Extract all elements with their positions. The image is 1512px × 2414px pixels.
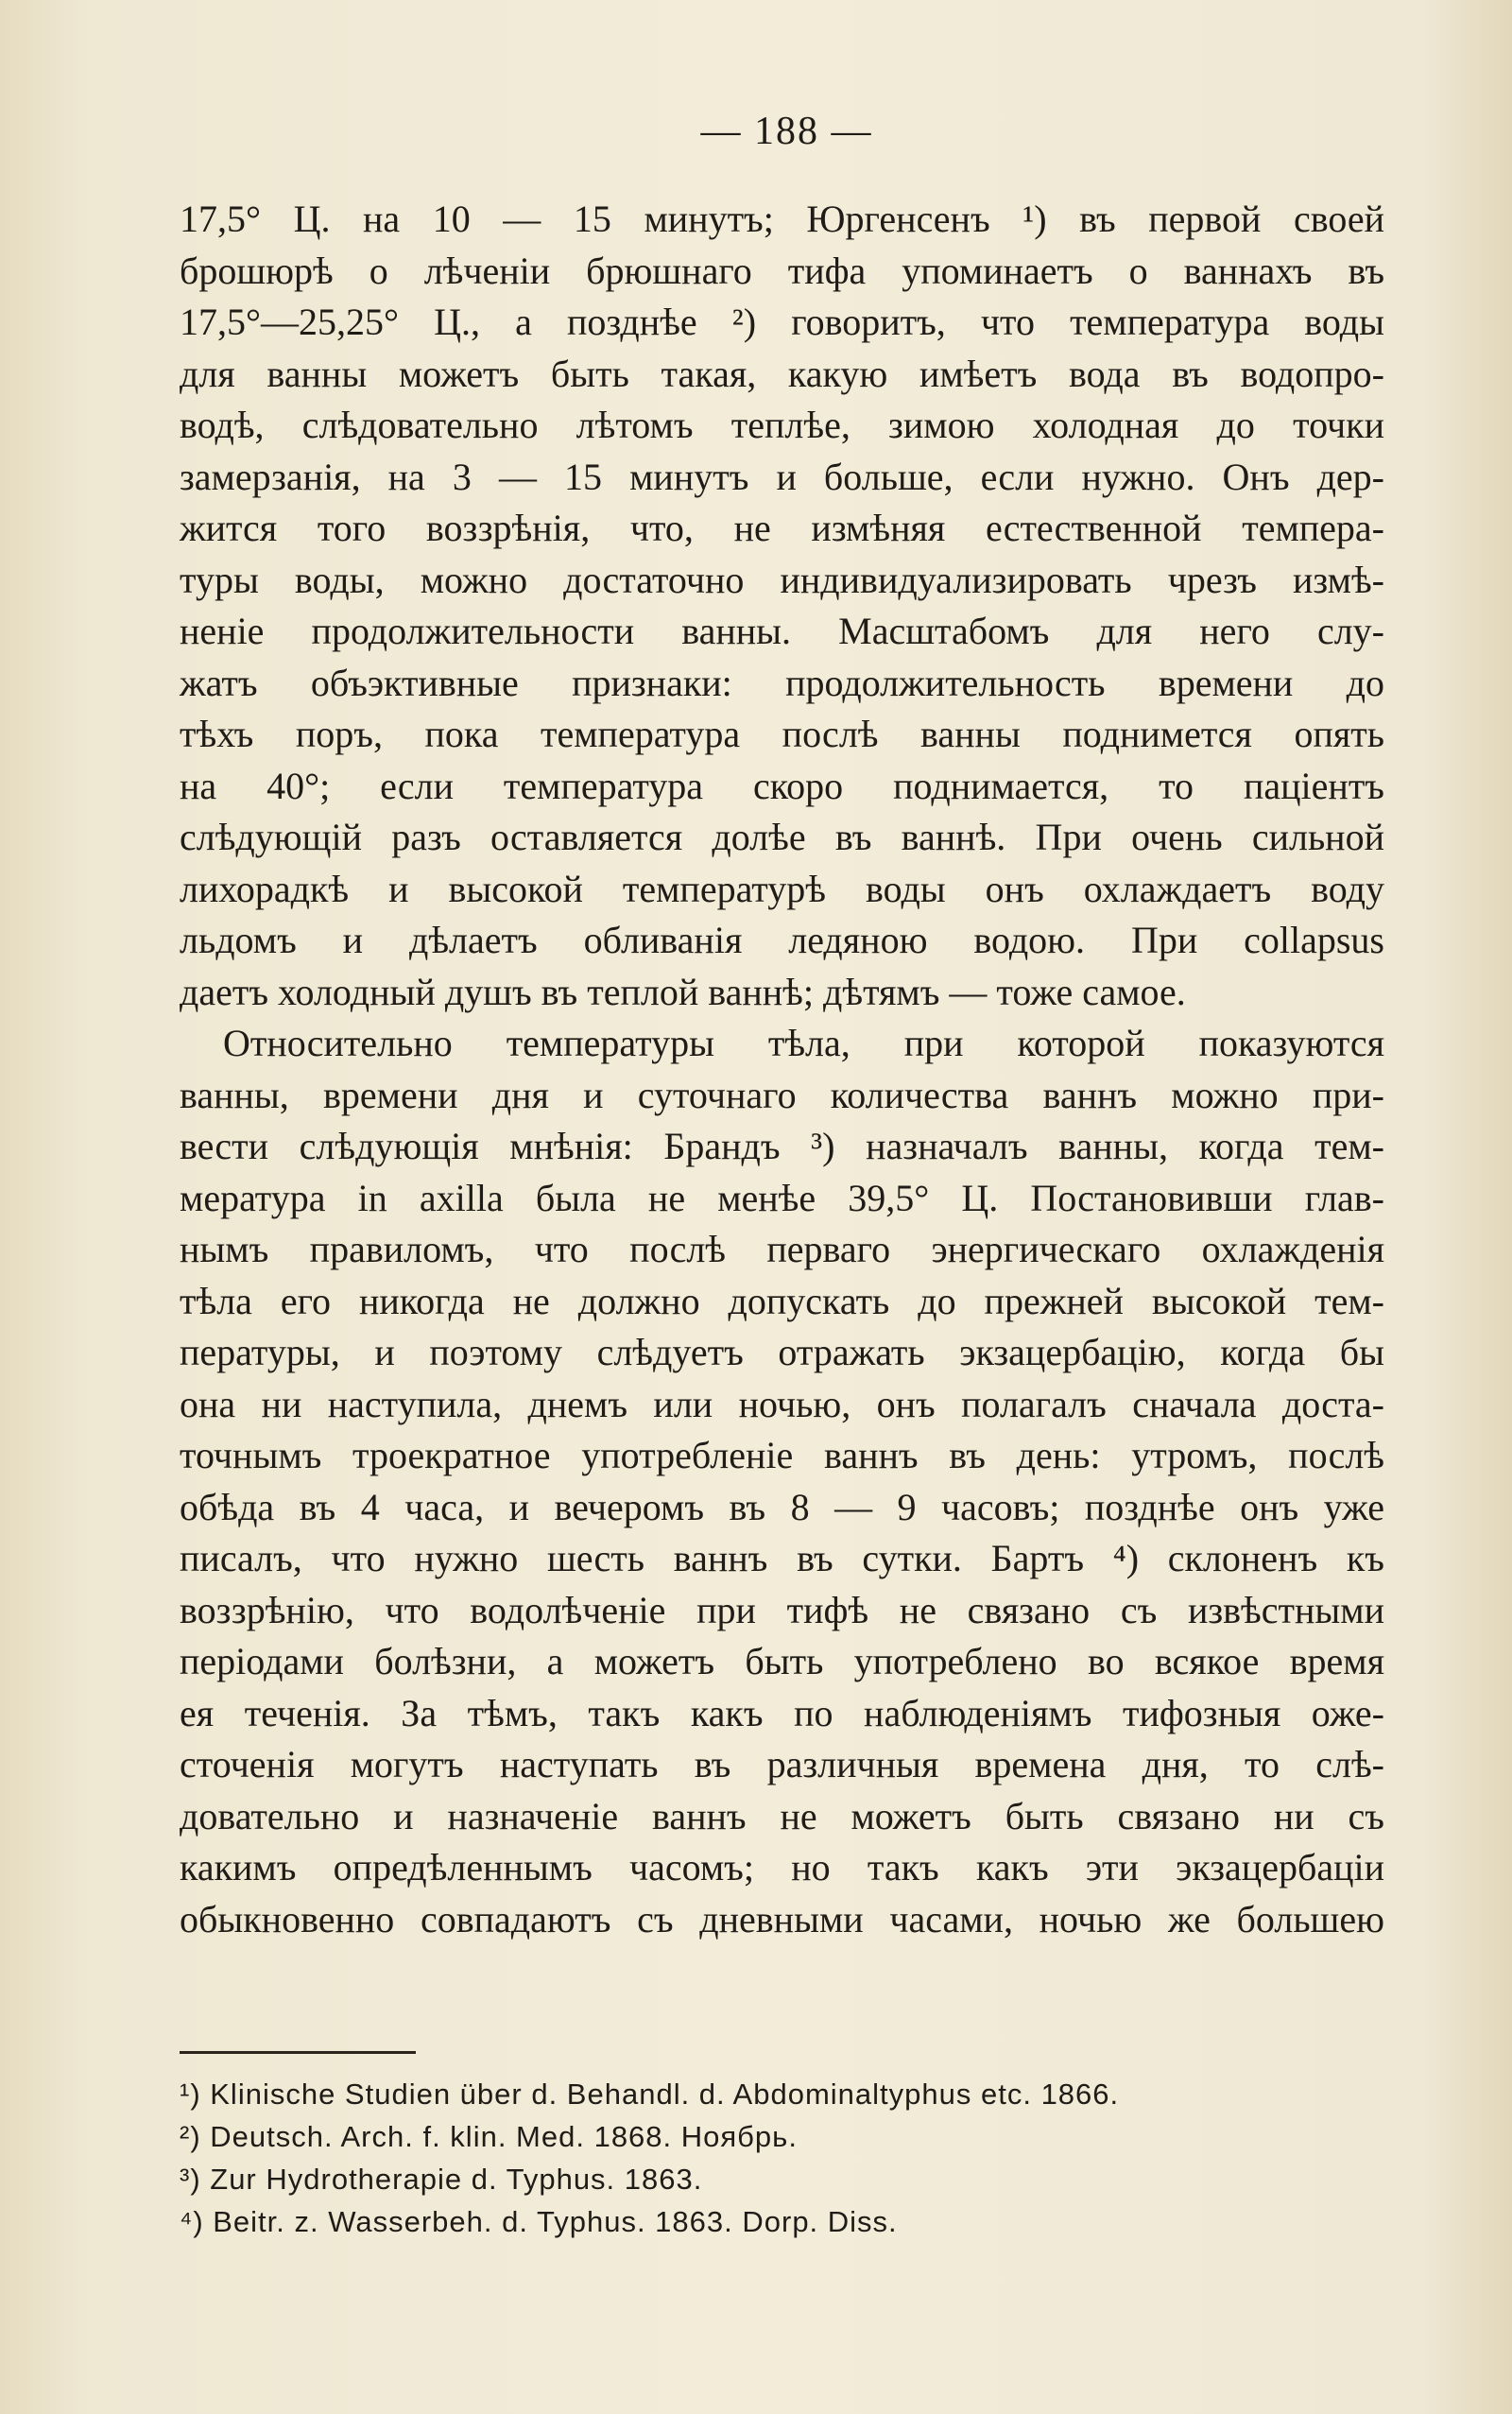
text-line: неніе продолжительности ванны. Масштабомъ для него слу- xyxy=(180,610,1384,652)
body-text xyxy=(180,194,1384,1945)
text-line: лихорадкѣ и высокой температурѣ воды онъ охлаждаетъ воду xyxy=(180,867,1384,910)
text-line: періодами болѣзни, а можетъ быть употреблено во всякое время xyxy=(180,1640,1384,1682)
text-line: писалъ, что нужно шесть ваннъ въ сутки. Бартъ ⁴) склоненъ къ xyxy=(180,1537,1384,1579)
text-line: вести слѣдующія мнѣнія: Брандъ ³) назначалъ ванны, когда тем- xyxy=(180,1125,1384,1167)
text-line: пературы, и поэтому слѣдуетъ отражать экзацербацію, когда бы xyxy=(180,1331,1384,1373)
text-line: довательно и назначеніе ваннъ не можетъ быть связано ни съ xyxy=(180,1794,1384,1837)
text-line: слѣдующій разъ оставляется долѣе въ ваннѣ. При очень сильной xyxy=(180,816,1384,858)
text-line: туры воды, можно достаточно индивидуализировать чрезъ измѣ- xyxy=(180,558,1384,601)
text-line: даетъ холодный душъ въ теплой ваннѣ; дѣтямъ — тоже самое. xyxy=(180,970,1186,1013)
text-line: сточенія могутъ наступать въ различныя времена дня, то слѣ- xyxy=(180,1743,1384,1785)
text-line: льдомъ и дѣлаетъ обливанія ледяною водою. При collapsus xyxy=(180,919,1384,961)
footnote-divider xyxy=(180,2051,416,2054)
text-line: ея теченія. За тѣмъ, такъ какъ по наблюденіямъ тифозныя оже- xyxy=(180,1691,1384,1734)
footnote: ¹) Klinische Studien über d. Behandl. d. Abdominaltyphus etc. 1866. xyxy=(180,2078,1120,2111)
text-line: нымъ правиломъ, что послѣ перваго энергическаго охлажденія xyxy=(180,1228,1384,1270)
text-line: для ванны можетъ быть такая, какую имѣетъ вода въ водопро- xyxy=(180,352,1384,395)
text-line: воззрѣнію, что водолѣченіе при тифѣ не связано съ извѣстными xyxy=(180,1588,1384,1631)
text-line: обѣда въ 4 часа, и вечеромъ въ 8 — 9 часовъ; позднѣе онъ уже xyxy=(180,1485,1384,1528)
text-line: тѣхъ поръ, пока температура послѣ ванны поднимется опять xyxy=(180,713,1384,755)
page-number: — 188 — xyxy=(700,110,873,153)
text-line: точнымъ троекратное употребленіе ваннъ въ день: утромъ, послѣ xyxy=(180,1434,1384,1476)
text-line: замерзанія, на 3 — 15 минутъ и больше, если нужно. Онъ дер- xyxy=(180,455,1384,498)
text-line: Относительно температуры тѣла, при которой показуются xyxy=(223,1022,1384,1064)
text-line: ванны, времени дня и суточнаго количества ваннъ можно при- xyxy=(180,1073,1384,1116)
text-line: на 40°; если температура скоро поднимается, то паціентъ xyxy=(180,764,1384,807)
footnote: ⁴) Beitr. z. Wasserbeh. d. Typhus. 1863. Dorp. Diss. xyxy=(180,2205,898,2238)
footnote: ²) Deutsch. Arch. f. klin. Med. 1868. Ноябрь. xyxy=(180,2120,798,2153)
footnotes xyxy=(180,2073,1384,2243)
text-line: 17,5°—25,25° Ц., а позднѣе ²) говоритъ, что температура воды xyxy=(180,301,1384,343)
text-line: какимъ опредѣленнымъ часомъ; но такъ какъ эти экзацербаціи xyxy=(180,1846,1384,1888)
text-line: обыкновенно совпадаютъ съ дневными часами, ночью же большею xyxy=(180,1897,1384,1940)
text-line: 17,5° Ц. на 10 — 15 минутъ; Юргенсенъ ¹) въ первой своей xyxy=(180,198,1384,240)
footnote: ³) Zur Hydrotherapie d. Typhus. 1863. xyxy=(180,2163,703,2196)
text-line: она ни наступила, днемъ или ночью, онъ полагалъ сначала доста- xyxy=(180,1382,1384,1425)
text-line: мература in axilla была не менѣе 39,5° Ц. Постановивши глав- xyxy=(180,1176,1384,1219)
text-line: брошюрѣ о лѣченіи брюшнаго тифа упоминаетъ о ваннахъ въ xyxy=(180,249,1384,292)
text-line: тѣла его никогда не должно допускать до прежней высокой тем- xyxy=(180,1279,1384,1322)
text-line: жится того воззрѣнія, что, не измѣняя естественной темпера- xyxy=(180,507,1384,549)
text-line: водѣ, слѣдовательно лѣтомъ теплѣе, зимою холодная до точки xyxy=(180,404,1384,446)
text-line: жатъ объэктивные признаки: продолжительность времени до xyxy=(180,661,1384,704)
